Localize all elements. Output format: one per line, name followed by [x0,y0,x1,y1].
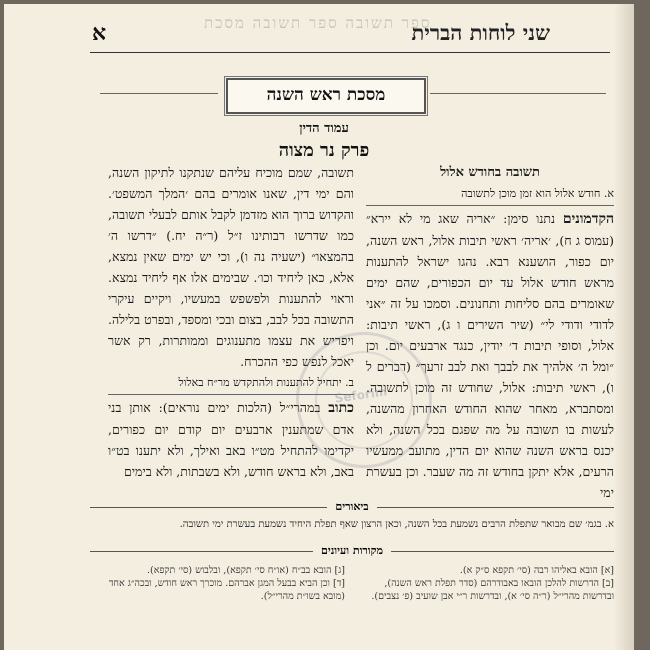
sources-section [90,564,614,644]
source-item: [ב] הדרשות להלכן הובאו באבודרהם (סדר תפלת ראש השנה), ובדרשות מהרי״ל (ר״ה סי׳ א), ובדרשות ר״י אבן שועיב (פ׳ נצבים). [371,578,614,602]
chapter-title: פרק נר מצוה [278,140,370,161]
watermark-text: Seforim [333,384,389,406]
footnote: א. בגמ׳ שם מבואר שתפלת הרבים נשמעת בכל השנה, וכאן הרצון שאף תפלת היחיד נשמעת בעשרת ימי תשובה. [179,519,614,530]
right-column-subheading: א. חודש אלול הוא זמן מוכן לתשובה [366,183,614,206]
left-paragraph: תשובה, שמם מוכיח עליהם שנתקנו לתיקון השנה, והם ימי דין, שאנו אומרים בהם ׳המלך המשפט׳. והקדוש ברוך הוא מזדמן לקבל אותם לבעלי תשובה, כמו שדרשו רבותינו ז״ל (ר״ה יח.) ״דרשו ה׳ בהמצאו״ (ישעיה נה ו), וכי יש ימים שאין נמצא, אלא, כאן ליחיד וכו׳. שבימים אלו אף ליחיד נמצא. וראוי להתענות ולפשפש במעשיו, ויקיים עיקרי התשובה בכל לבב, בצום ובכי ומספד, ובפרט בלילה. ויפריש את עצמו מתענוגים וממותרות, רק אשר יאכל לנפש כפי ההכרח. [108,165,354,369]
tractate-title: מסכת ראש השנה [226,78,426,114]
notes-divider [90,500,614,514]
left-paragraph-2: במהרי״ל (הלכות ימים נוראים): אותן בני אדם שמתענין ארבעים יום קודם יום כפורים, יקדימו להתחיל מט״ו באב ואילך, ולא יתענו בט״ו באב, ולא בראש חודש, ולא בשבתות, ולא בימים [108,400,354,479]
left-flourish [100,93,218,94]
source-item: [ד] וכן הביא בבעל המגן אברהם. מוכרך ראש חודש, ובכה״ג אחד (מובא בשו״ת מהרי״ל). [108,578,345,602]
page-number: א [92,20,107,46]
lead-word: כתוב [328,400,355,416]
header-rule [90,52,610,53]
sources-divider-label: מקורות ועיונים [313,544,391,557]
opening-word: הקדמונים [562,211,614,227]
left-column-subheading: ב. יתחיל להתענות ולהתקדש מר״ח באלול [108,372,354,395]
right-column-heading: תשובה בחודש אלול [440,165,540,180]
sources-divider [90,544,614,558]
source-item: [ג] הובא בב״ח (או״ח סי׳ תקפא), ובלבוש (סי׳ תקפא). [147,565,345,576]
running-title: שני לוחות הברית [411,20,550,45]
bleed-through-text: ספר תשובה ספר תשובה מסכת [204,14,432,32]
page-spine-shadow [614,4,634,650]
right-paragraph: נתנו סימן: ״אריה שאג מי לא יירא״ (עמוס ג ח), ׳אריה׳ ראשי תיבות אלול, ראש השנה, יום כפור, הושענא רבא. נהגו ישראל להתענות מראש חודש אלול עד יום הכפורים, שהם ימים שאומרים בהם סליחות ותחנונים. וסמכו על זה ״אני לדודי ודודי לי״ (שיר השירים ו ג), ראשי תיבות: אלול, וסופי תיבות ד׳ יודין, כנגד ארבעים יום. וכן ״ומל ה׳ אלהיך את לבבך ואת לבב זרעך״ (דברים ל ו), ראשי תיבות: אלול, שחודש זה מוכן לתשובה. ומסתברא, מאחר שהוא החודש האחרון מהשנה, לעשות בו תשובה על מה שפגם בכל השנה, ולא יכנס בראש השנה שהוא יום הדין, מתועב ממעשיו הרעים, אלא יתקן בחודש זה מה שעבר. וכן בעשרת ימי [366,211,614,500]
section-subtitle: עמוד הדין [299,121,349,136]
right-flourish [430,93,606,94]
notes-divider-label: ביאורים [327,500,376,513]
book-page [4,4,634,650]
source-item: [א] הובא באליהו רבה (סי׳ תקפא ס״ק א). [459,565,614,576]
